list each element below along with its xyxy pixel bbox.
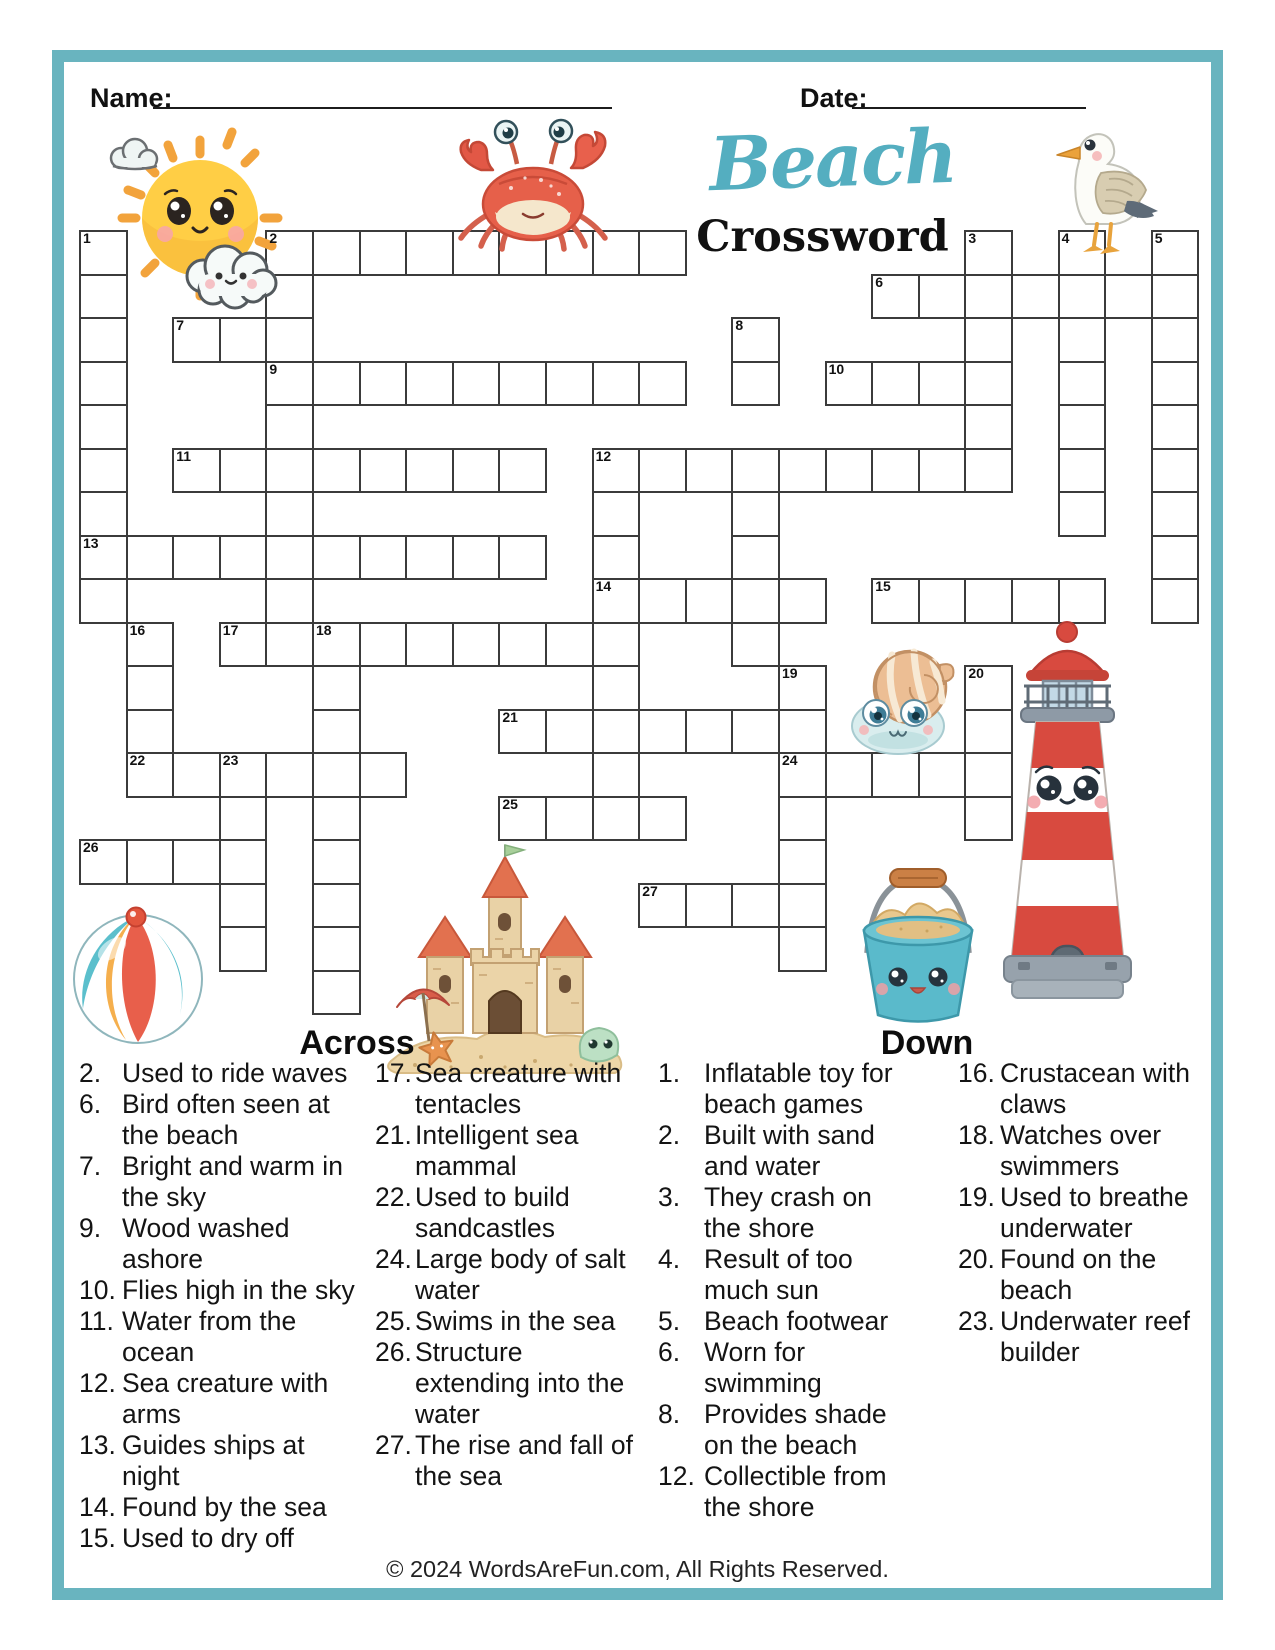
grid-cell-r1c7[interactable] (359, 230, 408, 276)
grid-cell-r8c7[interactable] (359, 535, 408, 581)
grid-cell-r9c15[interactable] (731, 578, 780, 624)
grid-cell-r3c4[interactable] (219, 317, 268, 363)
grid-cell-r10c10[interactable] (498, 622, 547, 668)
clue-item: 24. Large body of salt (375, 1244, 626, 1274)
clue-item-number: 21. (375, 1120, 412, 1150)
grid-cell-r4c8[interactable] (405, 361, 454, 407)
title-beach: Beach (707, 113, 958, 209)
clue-item-continuation: beach games (704, 1089, 864, 1119)
clue-item-continuation: swimmers (1000, 1151, 1120, 1181)
grid-cell-r12c14[interactable] (685, 709, 734, 755)
clue-item: 22. Used to build (375, 1182, 570, 1212)
clue-item-continuation: underwater (1000, 1213, 1133, 1243)
grid-cell-r6c5[interactable] (265, 448, 314, 494)
clue-number-12: 12 (595, 447, 612, 464)
clue-item-continuation: ashore (122, 1244, 204, 1274)
clue-item-number: 7. (79, 1151, 102, 1181)
grid-cell-r15c6[interactable] (312, 839, 361, 885)
clue-item-continuation: night (122, 1461, 180, 1491)
clue-item: 16. Crustacean with (958, 1058, 1191, 1088)
grid-cell-r3c24[interactable] (1151, 317, 1200, 363)
grid-cell-r4c7[interactable] (359, 361, 408, 407)
grid-cell-r16c14[interactable] (685, 883, 734, 929)
clue-number-1: 1 (83, 230, 91, 246)
clue-number-4: 4 (1061, 230, 1070, 246)
grid-cell-r6c4[interactable] (219, 448, 268, 494)
grid-cell-r13c3[interactable] (172, 752, 221, 798)
grid-cell-r12c16[interactable] (778, 709, 827, 755)
grid-cell-r8c24[interactable] (1151, 535, 1200, 581)
grid-cell-r5c1[interactable] (79, 404, 128, 450)
clue-item-number: 8. (658, 1399, 681, 1429)
grid-cell-r14c16[interactable] (778, 796, 827, 842)
grid-cell-r4c10[interactable] (498, 361, 547, 407)
clue-item-continuation: builder (1000, 1337, 1080, 1367)
clue-item-number: 16. (958, 1058, 995, 1088)
clue-number-19: 19 (782, 665, 798, 681)
shell-icon (840, 643, 965, 758)
clue-item-continuation: ocean (122, 1337, 195, 1367)
clue-item-continuation: beach (1000, 1275, 1073, 1305)
clue-item-continuation: water (415, 1399, 480, 1429)
clue-item: 19. Used to breathe (958, 1182, 1189, 1212)
clue-number-18: 18 (316, 621, 332, 638)
clue-item-number: 25. (375, 1306, 412, 1336)
clue-item: 17. Sea creature with (375, 1058, 622, 1088)
grid-cell-r3c20[interactable] (964, 317, 1013, 363)
clue-item: 18. Watches over (958, 1120, 1162, 1150)
grid-cell-r7c1[interactable] (79, 491, 128, 537)
clue-number-23: 23 (222, 752, 239, 768)
clue-item: 15. Used to dry off (79, 1523, 294, 1553)
clue-number-13: 13 (83, 534, 99, 551)
clue-item: 21. Intelligent sea (375, 1120, 579, 1150)
grid-cell-r13c12[interactable] (592, 752, 641, 798)
grid-cell-r6c8[interactable] (405, 448, 454, 494)
clue-item: 5. Beach footwear (658, 1306, 889, 1336)
clue-number-11: 11 (176, 447, 191, 464)
grid-cell-r9c13[interactable] (638, 578, 687, 624)
crab-icon (445, 118, 620, 258)
title-crossword: Crossword (696, 212, 949, 262)
grid-cell-r7c15[interactable] (731, 491, 780, 537)
grid-cell-r12c6[interactable] (312, 709, 361, 755)
grid-cell-r6c17[interactable] (825, 448, 874, 494)
grid-cell-r12c12[interactable] (592, 709, 641, 755)
clue-item-continuation: on the beach (704, 1430, 858, 1460)
grid-cell-r16c4[interactable] (219, 883, 268, 929)
clue-item: 11. Water from the (79, 1306, 297, 1336)
clue-item: 2. Built with sand (658, 1120, 875, 1150)
date-label: Date: (800, 83, 868, 113)
clue-item-number: 26. (375, 1337, 412, 1367)
clue-number-3: 3 (968, 230, 977, 246)
clue-number-24: 24 (782, 752, 798, 768)
grid-cell-r2c23[interactable] (1104, 274, 1153, 320)
clue-item-continuation: water (415, 1275, 480, 1305)
clue-column-2 (375, 1058, 633, 1492)
clue-number-15: 15 (875, 578, 891, 594)
clue-item-number: 24. (375, 1244, 412, 1274)
grid-cell-r13c5[interactable] (265, 752, 314, 798)
clue-number-2: 2 (269, 230, 278, 246)
grid-cell-r8c6[interactable] (312, 535, 361, 581)
grid-cell-r10c15[interactable] (731, 622, 780, 668)
clue-item-continuation: and water (704, 1151, 821, 1181)
clue-item-number: 2. (658, 1120, 681, 1150)
grid-cell-r17c6[interactable] (312, 926, 361, 972)
clue-item: 3. They crash on (658, 1182, 872, 1212)
clue-item-number: 22. (375, 1182, 412, 1212)
name-label: Name: (90, 83, 173, 113)
clue-item-continuation: swimming (704, 1368, 822, 1398)
clue-item-continuation: the shore (704, 1492, 815, 1522)
clue-item: 26. Structure (375, 1337, 523, 1367)
grid-cell-r13c6[interactable] (312, 752, 361, 798)
down-heading: Down (880, 1024, 974, 1062)
clue-number-14: 14 (595, 578, 612, 594)
grid-cell-r13c7[interactable] (359, 752, 408, 798)
clue-item-continuation: sandcastles (415, 1213, 555, 1243)
grid-cell-r17c16[interactable] (778, 926, 827, 972)
grid-cell-r6c1[interactable] (79, 448, 128, 494)
grid-cell-r14c11[interactable] (545, 796, 594, 842)
clue-item: 7. Bright and warm in (79, 1151, 343, 1181)
clue-item-number: 3. (658, 1182, 681, 1212)
grid-cell-r2c20[interactable] (964, 274, 1013, 320)
clue-item-continuation: mammal (415, 1151, 517, 1181)
grid-cell-r11c2[interactable] (126, 665, 175, 711)
clue-item-number: 14. (79, 1492, 116, 1522)
grid-cell-r4c1[interactable] (79, 361, 128, 407)
clue-item-number: 10. (79, 1275, 116, 1305)
clue-item-number: 4. (658, 1244, 681, 1274)
grid-cell-r4c13[interactable] (638, 361, 687, 407)
grid-cell-r2c21[interactable] (1011, 274, 1060, 320)
grid-cell-r8c10[interactable] (498, 535, 547, 581)
grid-cell-r13c19[interactable] (918, 752, 967, 798)
clue-item: 6. Worn for (658, 1337, 806, 1367)
clue-item: 4. Result of too (658, 1244, 853, 1274)
clue-number-26: 26 (83, 839, 99, 855)
grid-cell-r8c4[interactable] (219, 535, 268, 581)
clue-item: 6. Bird often seen at (79, 1089, 330, 1119)
grid-cell-r15c3[interactable] (172, 839, 221, 885)
grid-cell-r7c5[interactable] (265, 491, 314, 537)
grid-cell-r4c22[interactable] (1058, 361, 1107, 407)
grid-cell-r1c6[interactable] (312, 230, 361, 276)
grid-cell-r8c15[interactable] (731, 535, 780, 581)
clue-number-21: 21 (502, 708, 518, 725)
grid-cell-r6c22[interactable] (1058, 448, 1107, 494)
grid-cell-r8c5[interactable] (265, 535, 314, 581)
grid-cell-r12c13[interactable] (638, 709, 687, 755)
clue-item-number: 2. (79, 1058, 102, 1088)
grid-cell-r9c24[interactable] (1151, 578, 1200, 624)
clue-item-continuation: extending into the (415, 1368, 625, 1398)
clue-number-27: 27 (642, 882, 658, 899)
grid-cell-r4c24[interactable] (1151, 361, 1200, 407)
clue-column-3 (658, 1058, 893, 1523)
grid-cell-r6c7[interactable] (359, 448, 408, 494)
grid-cell-r6c24[interactable] (1151, 448, 1200, 494)
grid-cell-r5c22[interactable] (1058, 404, 1107, 450)
clue-item-number: 23. (958, 1306, 995, 1336)
clue-item-continuation: the beach (122, 1120, 239, 1150)
clue-number-17: 17 (222, 621, 239, 638)
grid-cell-r6c20[interactable] (964, 448, 1013, 494)
grid-cell-r10c7[interactable] (359, 622, 408, 668)
clue-number-8: 8 (735, 317, 744, 333)
grid-cell-r14c13[interactable] (638, 796, 687, 842)
grid-cell-r7c12[interactable] (592, 491, 641, 537)
grid-cell-r4c6[interactable] (312, 361, 361, 407)
copyright-text: © 2024 WordsAreFun.com, All Rights Reserved. (386, 1556, 889, 1582)
grid-cell-r14c6[interactable] (312, 796, 361, 842)
grid-cell-r10c5[interactable] (265, 622, 314, 668)
grid-cell-r8c9[interactable] (452, 535, 501, 581)
grid-cell-r9c14[interactable] (685, 578, 734, 624)
grid-cell-r4c9[interactable] (452, 361, 501, 407)
clue-item: 1. Inflatable toy for (658, 1058, 893, 1088)
grid-cell-r12c11[interactable] (545, 709, 594, 755)
grid-cell-r6c19[interactable] (918, 448, 967, 494)
grid-cell-r4c15[interactable] (731, 361, 780, 407)
clue-item-number: 13. (79, 1430, 116, 1460)
grid-cell-r7c24[interactable] (1151, 491, 1200, 537)
grid-cell-r11c6[interactable] (312, 665, 361, 711)
grid-cell-r4c19[interactable] (918, 361, 967, 407)
grid-cell-r2c24[interactable] (1151, 274, 1200, 320)
clue-item-number: 15. (79, 1523, 116, 1553)
clue-item-number: 17. (375, 1058, 412, 1088)
grid-cell-r6c9[interactable] (452, 448, 501, 494)
clue-number-7: 7 (176, 317, 184, 333)
grid-cell-r4c11[interactable] (545, 361, 594, 407)
clue-item: 25. Swims in the sea (375, 1306, 616, 1336)
clue-item: 12. Sea creature with (79, 1368, 329, 1398)
grid-cell-r4c20[interactable] (964, 361, 1013, 407)
clue-column-4 (958, 1058, 1190, 1368)
clue-number-5: 5 (1154, 230, 1163, 246)
date-input-line[interactable] (852, 107, 1086, 109)
clue-item-number: 18. (958, 1120, 995, 1150)
grid-cell-r6c14[interactable] (685, 448, 734, 494)
grid-cell-r12c2[interactable] (126, 709, 175, 755)
grid-cell-r10c12[interactable] (592, 622, 641, 668)
grid-cell-r6c16[interactable] (778, 448, 827, 494)
sun-icon (95, 118, 290, 318)
grid-cell-r4c18[interactable] (871, 361, 920, 407)
clue-item-number: 12. (79, 1368, 116, 1398)
clue-item-number: 9. (79, 1213, 102, 1243)
grid-cell-r7c22[interactable] (1058, 491, 1107, 537)
grid-cell-r15c16[interactable] (778, 839, 827, 885)
clue-item: 2. Used to ride waves (79, 1058, 348, 1088)
clue-item-number: 6. (79, 1089, 102, 1119)
clue-item: 12. Collectible from (658, 1461, 887, 1491)
grid-cell-r3c22[interactable] (1058, 317, 1107, 363)
clue-item: 23. Underwater reef (958, 1306, 1191, 1336)
grid-cell-r17c4[interactable] (219, 926, 268, 972)
grid-cell-r6c10[interactable] (498, 448, 547, 494)
clue-number-25: 25 (502, 795, 518, 812)
grid-cell-r9c19[interactable] (918, 578, 967, 624)
grid-cell-r10c8[interactable] (405, 622, 454, 668)
clue-item-continuation: much sun (704, 1275, 819, 1305)
grid-cell-r13c18[interactable] (871, 752, 920, 798)
clue-number-22: 22 (129, 752, 146, 768)
grid-cell-r14c4[interactable] (219, 796, 268, 842)
grid-cell-r12c15[interactable] (731, 709, 780, 755)
grid-cell-r9c5[interactable] (265, 578, 314, 624)
clue-item-continuation: claws (1000, 1089, 1067, 1119)
grid-cell-r2c19[interactable] (918, 274, 967, 320)
clue-item-number: 20. (958, 1244, 995, 1274)
clue-item-continuation: arms (122, 1399, 181, 1429)
clue-item: 13. Guides ships at (79, 1430, 305, 1460)
clue-number-20: 20 (968, 665, 984, 681)
clue-item: 8. Provides shade (658, 1399, 887, 1429)
grid-cell-r6c13[interactable] (638, 448, 687, 494)
clue-item: 14. Found by the sea (79, 1492, 327, 1522)
grid-cell-r15c4[interactable] (219, 839, 268, 885)
clue-item-number: 6. (658, 1337, 681, 1367)
grid-cell-r3c5[interactable] (265, 317, 314, 363)
clue-item-number: 1. (658, 1058, 681, 1088)
grid-cell-r15c2[interactable] (126, 839, 175, 885)
lighthouse-icon (990, 616, 1145, 1031)
grid-cell-r4c12[interactable] (592, 361, 641, 407)
grid-cell-r10c11[interactable] (545, 622, 594, 668)
grid-cell-r5c20[interactable] (964, 404, 1013, 450)
clue-item: 27. The rise and fall of (375, 1430, 634, 1460)
bucket-icon (843, 865, 993, 1031)
beachball-icon (66, 903, 211, 1048)
grid-cell-r14c12[interactable] (592, 796, 641, 842)
clue-item: 20. Found on the (958, 1244, 1157, 1274)
grid-cell-r6c6[interactable] (312, 448, 361, 494)
grid-cell-r5c5[interactable] (265, 404, 314, 450)
grid-cell-r18c6[interactable] (312, 970, 361, 1016)
clue-number-6: 6 (875, 273, 883, 290)
clue-item-continuation: the shore (704, 1213, 815, 1243)
grid-cell-r9c1[interactable] (79, 578, 128, 624)
grid-cell-r1c13[interactable] (638, 230, 687, 276)
clue-item-number: 12. (658, 1461, 695, 1491)
grid-cell-r10c9[interactable] (452, 622, 501, 668)
clue-item-number: 27. (375, 1430, 412, 1460)
clue-item-number: 11. (79, 1306, 114, 1336)
grid-cell-r11c12[interactable] (592, 665, 641, 711)
clue-item-continuation: tentacles (415, 1089, 522, 1119)
grid-cell-r8c12[interactable] (592, 535, 641, 581)
grid-cell-r6c15[interactable] (731, 448, 780, 494)
sandcastle-icon (385, 843, 625, 1078)
clue-item-continuation: the sky (122, 1182, 206, 1212)
clue-item: 9. Wood washed (79, 1213, 290, 1243)
clue-item-continuation: the sea (415, 1461, 502, 1491)
grid-cell-r16c15[interactable] (731, 883, 780, 929)
across-heading: Across (299, 1024, 415, 1062)
grid-cell-r5c24[interactable] (1151, 404, 1200, 450)
grid-cell-r8c3[interactable] (172, 535, 221, 581)
grid-cell-r16c6[interactable] (312, 883, 361, 929)
clue-number-10: 10 (828, 360, 845, 377)
grid-cell-r6c18[interactable] (871, 448, 920, 494)
grid-cell-r16c16[interactable] (778, 883, 827, 929)
clue-item-number: 19. (958, 1182, 995, 1212)
grid-cell-r3c1[interactable] (79, 317, 128, 363)
name-input-line[interactable] (153, 107, 612, 109)
grid-cell-r8c2[interactable] (126, 535, 175, 581)
grid-cell-r8c8[interactable] (405, 535, 454, 581)
clue-item-number: 5. (658, 1306, 681, 1336)
grid-cell-r2c22[interactable] (1058, 274, 1107, 320)
clue-item: 10. Flies high in the sky (79, 1275, 355, 1305)
clue-number-9: 9 (269, 360, 278, 377)
grid-cell-r13c17[interactable] (825, 752, 874, 798)
grid-cell-r9c16[interactable] (778, 578, 827, 624)
clue-column-1 (79, 1058, 355, 1554)
clue-number-16: 16 (129, 621, 146, 638)
